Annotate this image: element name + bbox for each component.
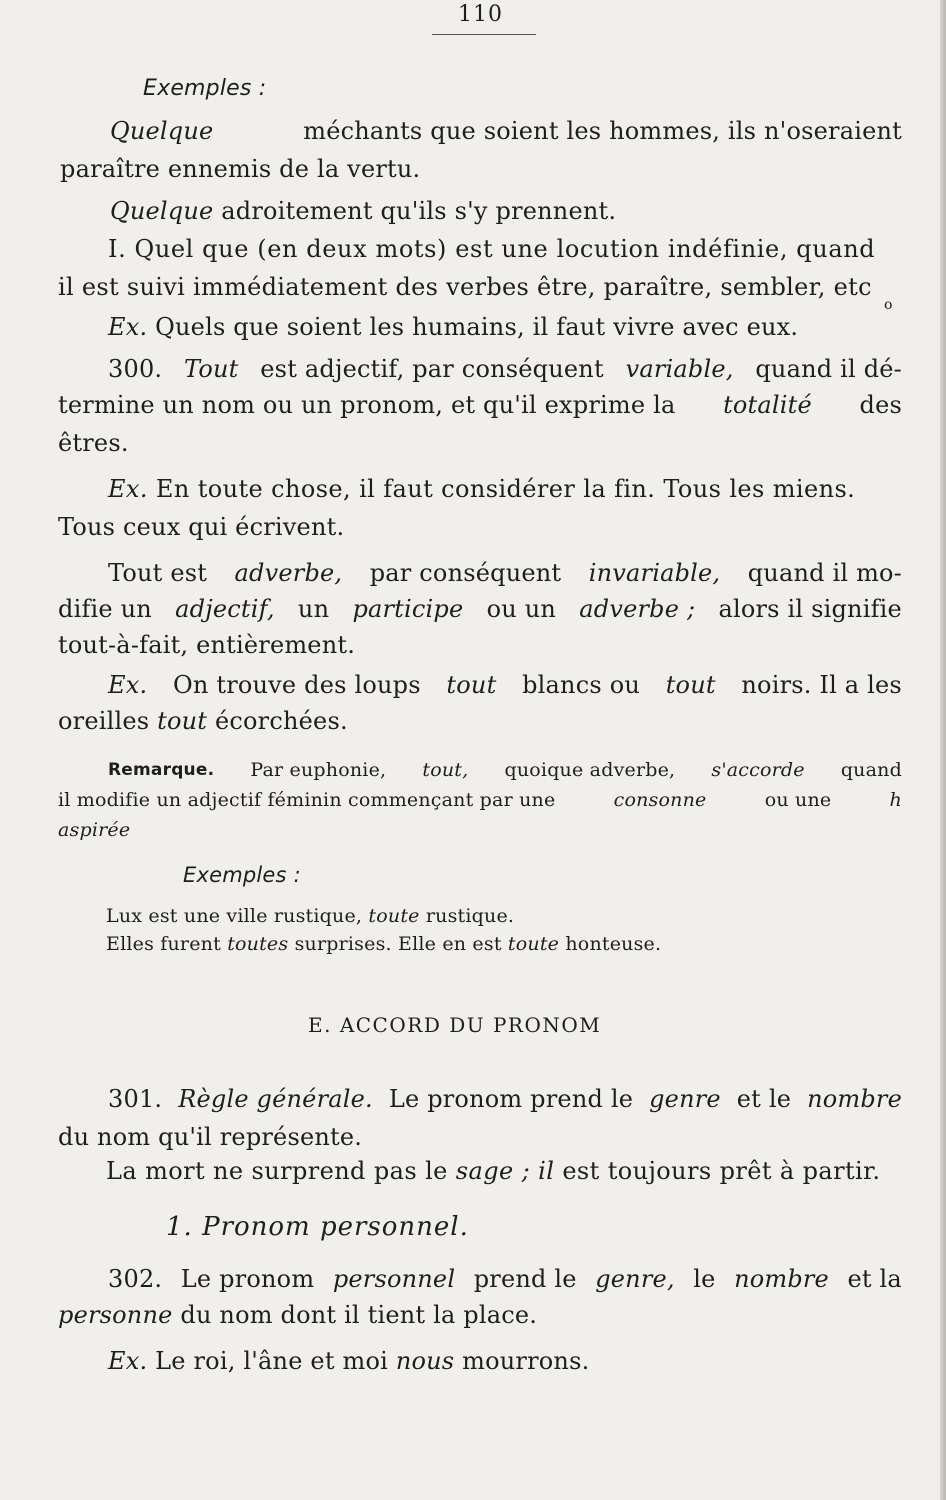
paragraph-number: 302.: [108, 1265, 163, 1293]
text: La mort ne surprend pas le: [106, 1157, 448, 1185]
paragraph-number: 300.: [108, 355, 163, 383]
text: adroitement qu'ils s'y prennent.: [221, 197, 617, 225]
word: variable,: [625, 355, 734, 383]
remark-line: [58, 788, 902, 812]
example-line: [108, 474, 902, 504]
paragraph-line: [110, 116, 902, 146]
paragraph-line: [58, 1300, 537, 1330]
text: surprises. Elle en est: [294, 933, 502, 955]
text: rustique.: [425, 905, 515, 927]
word: adverbe,: [234, 559, 343, 587]
word: il: [538, 1157, 555, 1185]
text: Le pronom prend le: [388, 1085, 634, 1113]
subsection-heading: 1. Pronom personnel.: [166, 1212, 469, 1242]
text: du nom dont il tient la place.: [180, 1301, 538, 1329]
word: invariable,: [588, 559, 721, 587]
word: genre: [649, 1085, 721, 1113]
word: sage ;: [455, 1157, 531, 1185]
paragraph-number: 301.: [108, 1085, 163, 1113]
word: tout: [157, 707, 208, 735]
text: et la: [847, 1265, 902, 1293]
word: tout,: [422, 759, 469, 781]
word: Règle générale.: [178, 1085, 373, 1113]
section-heading: E. ACCORD DU PRONOM: [308, 1013, 602, 1037]
word: consonne: [613, 789, 707, 811]
text: méchants que soient les hommes, ils n'oseraient: [303, 117, 902, 145]
paragraph-line: il est suivi immédiatement des verbes être, paraître, sembler, etc: [58, 273, 872, 301]
word: personnel: [332, 1265, 456, 1293]
text: écorchées.: [214, 707, 348, 735]
word: tout: [446, 671, 497, 699]
text: En toute chose, il faut considérer la fin. Tous les miens.: [155, 475, 856, 503]
ex-label: Ex.: [108, 313, 148, 341]
text: oreilles: [58, 707, 150, 735]
word: adverbe ;: [579, 595, 696, 623]
paragraph-line: [110, 196, 616, 226]
text: par conséquent: [369, 559, 562, 587]
exemples-heading: Exemples :: [143, 76, 267, 101]
example-line: [106, 904, 514, 928]
text: et le: [736, 1085, 792, 1113]
text: un: [297, 595, 330, 623]
text: il modifie un adjectif féminin commençant par une: [58, 789, 556, 811]
text: Quels que soient les humains, il faut vivre avec eux.: [155, 313, 799, 341]
text: quand il dé-: [755, 355, 902, 383]
paragraph-line: [108, 1084, 902, 1114]
text: quoique adverbe,: [504, 759, 676, 781]
text: quand: [840, 759, 902, 781]
word: aspirée: [58, 819, 131, 841]
word: genre,: [595, 1265, 675, 1293]
text: prend le: [473, 1265, 577, 1293]
text: est adjectif, par conséquent: [260, 355, 604, 383]
word: Tout: [184, 355, 239, 383]
ex-label: Ex.: [108, 671, 148, 699]
paragraph-line: paraître ennemis de la vertu.: [60, 155, 421, 183]
paragraph-line: [58, 594, 902, 624]
word: nous: [395, 1347, 455, 1375]
example-line: [108, 1346, 589, 1376]
example-line: [58, 706, 348, 736]
paragraph-line: [108, 1264, 902, 1294]
remark-label: Remarque.: [108, 760, 215, 780]
text: Le pronom: [180, 1265, 315, 1293]
word: adjectif,: [175, 595, 275, 623]
ex-label: Ex.: [108, 1347, 148, 1375]
text: Le roi, l'âne et moi: [155, 1347, 388, 1375]
text: noirs. Il a les: [741, 671, 902, 699]
text: Tout est: [108, 559, 208, 587]
text: blancs ou: [522, 671, 641, 699]
text: alors il signifie: [718, 595, 902, 623]
page-number: 110: [458, 2, 503, 27]
word: Quelque: [110, 117, 214, 145]
paragraph-line: [108, 558, 902, 588]
text: des: [859, 391, 902, 419]
text: le: [693, 1265, 716, 1293]
word: personne: [58, 1301, 173, 1329]
word: totalité: [723, 391, 812, 419]
text: ou une: [764, 789, 832, 811]
word: h: [889, 789, 902, 811]
text: Lux est une ville rustique,: [106, 905, 363, 927]
word: toutes: [227, 933, 289, 955]
degree-mark: o: [884, 297, 893, 313]
paragraph-line: I. Quel que (en deux mots) est une locution indéfinie, quand: [108, 235, 876, 263]
text: termine un nom ou un pronom, et qu'il exprime la: [58, 391, 676, 419]
word: nombre: [734, 1265, 829, 1293]
text: quand il mo-: [747, 559, 902, 587]
word: toute: [368, 905, 420, 927]
text: difie un: [58, 595, 152, 623]
text: ou un: [486, 595, 557, 623]
example-line: Tous ceux qui écrivent.: [58, 513, 345, 541]
word: toute: [507, 933, 560, 955]
word: Quelque: [110, 197, 214, 225]
example-line: [108, 312, 798, 342]
text: Par euphonie,: [250, 759, 387, 781]
ex-label: Ex.: [108, 475, 148, 503]
word: s'accorde: [711, 759, 805, 781]
example-line: [106, 932, 661, 956]
remark-line: [108, 758, 902, 782]
remark-line: [58, 818, 130, 842]
text: On trouve des loups: [172, 671, 421, 699]
word: participe: [352, 595, 464, 623]
exemples-heading: Exemples :: [183, 863, 301, 887]
paragraph-line: tout-à-fait, entièrement.: [58, 631, 356, 659]
text: est toujours prêt à partir.: [562, 1157, 881, 1185]
paragraph-line: [108, 354, 902, 384]
text: honteuse.: [565, 933, 662, 955]
word: tout: [665, 671, 716, 699]
word: nombre: [807, 1085, 902, 1113]
paragraph-line: du nom qu'il représente.: [58, 1123, 363, 1151]
example-line: [108, 670, 902, 700]
paragraph-line: êtres.: [58, 429, 129, 457]
example-line: [106, 1156, 880, 1186]
header-rule: [432, 34, 536, 35]
text: mourrons.: [462, 1347, 590, 1375]
paragraph-line: [58, 390, 902, 420]
text: Elles furent: [106, 933, 221, 955]
page-edge: [940, 0, 946, 1500]
